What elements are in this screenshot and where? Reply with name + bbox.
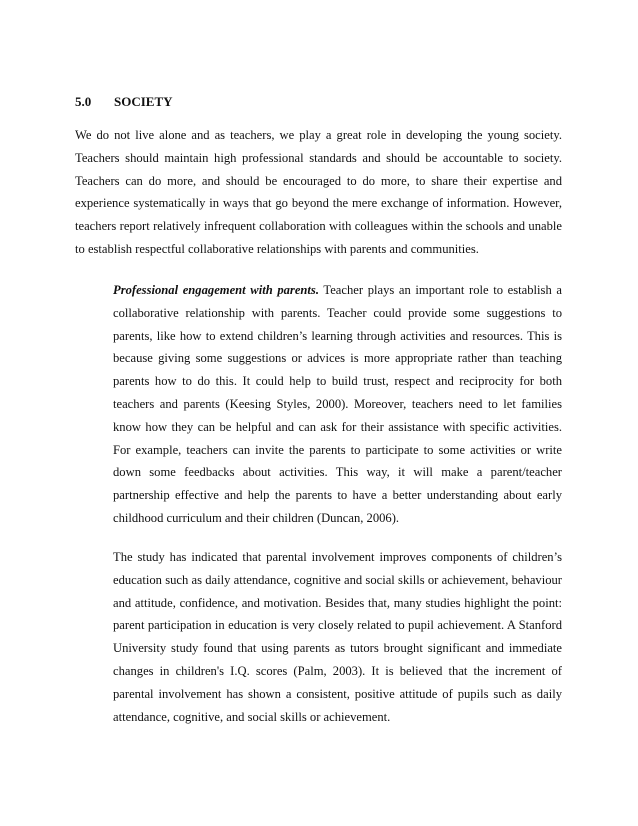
engagement-paragraph [113, 279, 562, 530]
study-paragraph: The study has indicated that parental involvement improves components of children’s education such as daily attendance, cognitive and social skills or achievement, behaviour and attitude, confidence, and motivation. Besides that, many studies highlight the point: parent participation in education is very closely related to pupil achievement. A Stanford University study found that using parents as tutors brought significant and immediate changes in children's I.Q. scores (Palm, 2003). It is believed that the increment of parental involvement has shown a consistent, positive attitude of pupils such as daily attendance, cognitive, and social skills or achievement. [113, 550, 562, 724]
intro-paragraph: We do not live alone and as teachers, we play a great role in developing the young society. Teachers should maintain high professional standards and should be accountable to society. Teachers can do more, and should be encouraged to do more, to share their expertise and experience systematically in ways that go beyond the mere exchange of information. However, teachers report relatively infrequent collaboration with colleagues within the schools and unable to establish respectful collaborative relationships with parents and communities. [75, 128, 562, 256]
engagement-lead-phrase: Professional engagement with parents. [113, 283, 319, 297]
engagement-body-text: Teacher plays an important role to establish a collaborative relationship with parents. Teacher could provide some suggestions to parents, like how to extend children’s learning through activities and resources. This is because giving some suggestions or advices is more appropriate rather than teaching parents how to do this. It could help to build trust, respect and reciprocity for both teachers and parents (Keesing Styles, 2000). Moreover, teachers need to let families know how they can be helpful and can ask for their assistance with specific activities. For example, teachers can invite the parents to participate to some activities or write down some feedbacks about activities. This way, it will make a parent/teacher partnership effective and help the parents to have a better understanding about early childhood curriculum and their children (Duncan, 2006). [113, 283, 562, 525]
section-heading [75, 94, 173, 110]
section-number: 5.0 [75, 94, 92, 109]
section-title: SOCIETY [114, 94, 173, 109]
